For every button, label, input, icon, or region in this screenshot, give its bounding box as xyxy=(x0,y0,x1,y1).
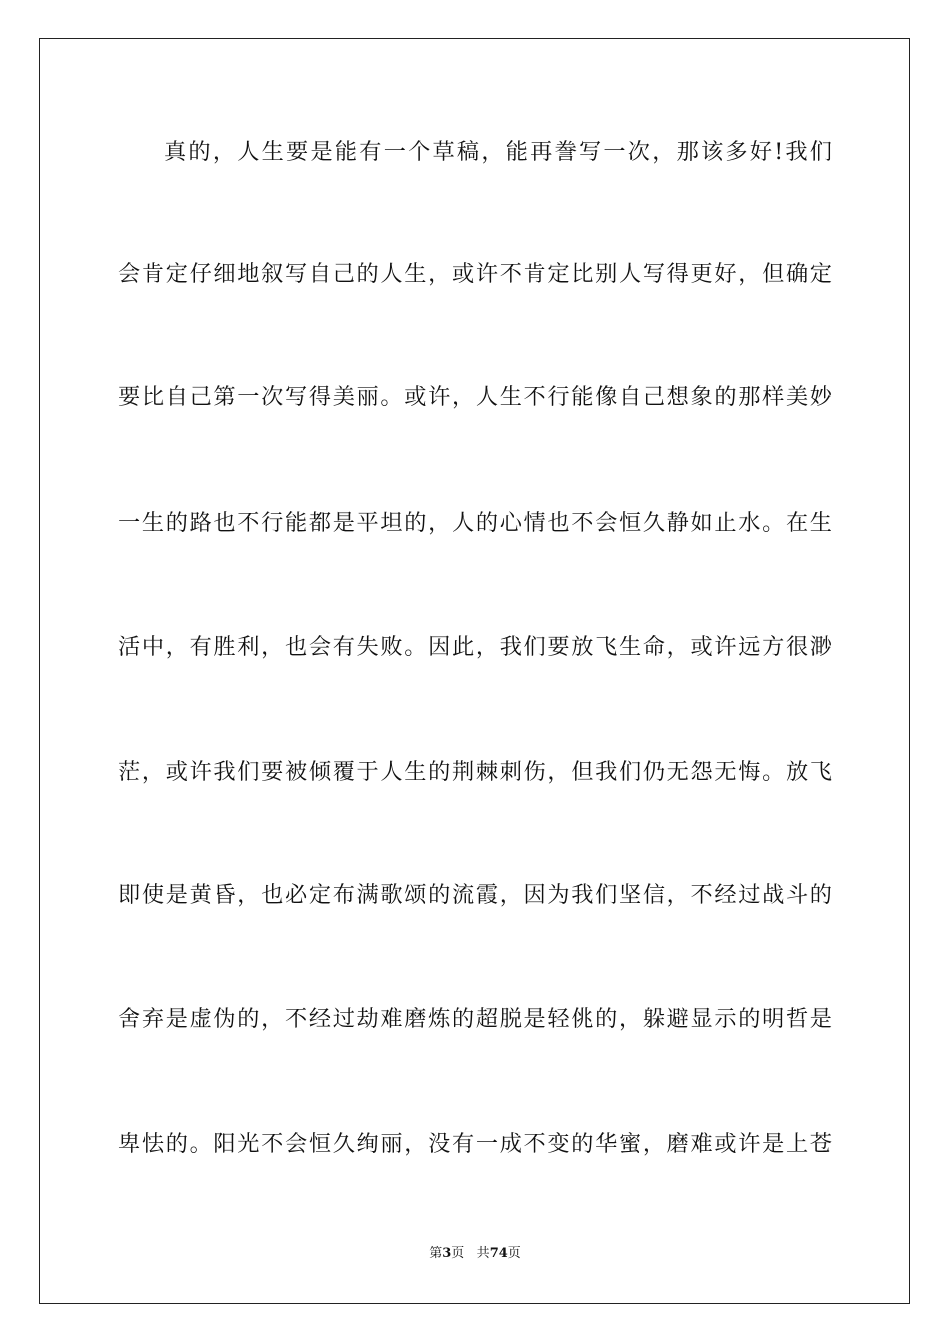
page-suffix: 页 xyxy=(451,1246,465,1261)
total-prefix: 共 xyxy=(476,1246,490,1261)
paragraph-line: 活中，有胜利，也会有失败。因此，我们要放飞生命，或许远方很渺 xyxy=(118,634,832,660)
total-suffix: 页 xyxy=(507,1246,521,1261)
paragraph-line: 茫，或许我们要被倾覆于人生的荆棘刺伤，但我们仍无怨无悔。放飞 xyxy=(118,759,832,785)
paragraph-line: 要比自己第一次写得美丽。或许，人生不行能像自己想象的那样美妙 xyxy=(118,384,832,410)
paragraph-line: 卑怯的。阳光不会恒久绚丽，没有一成不变的华蜜，磨难或许是上苍 xyxy=(118,1131,832,1157)
total-pages: 74 xyxy=(489,1246,508,1261)
paragraph-line: 即使是黄昏，也必定布满歌颂的流霞，因为我们坚信，不经过战斗的 xyxy=(118,882,832,908)
paragraph-line: 会肯定仔细地叙写自己的人生，或许不肯定比别人写得更好，但确定 xyxy=(118,261,832,287)
page-footer xyxy=(0,1245,950,1263)
page-border xyxy=(39,38,910,1304)
paragraph-line: 舍弃是虚伪的，不经过劫难磨炼的超脱是轻佻的，躲避显示的明哲是 xyxy=(118,1006,832,1032)
page-prefix: 第 xyxy=(429,1246,443,1261)
paragraph-line: 一生的路也不行能都是平坦的，人的心情也不会恒久静如止水。在生 xyxy=(118,510,832,536)
paragraph-line: 真的，人生要是能有一个草稿，能再誊写一次，那该多好!我们 xyxy=(164,139,832,165)
page-number: 3 xyxy=(442,1246,452,1261)
